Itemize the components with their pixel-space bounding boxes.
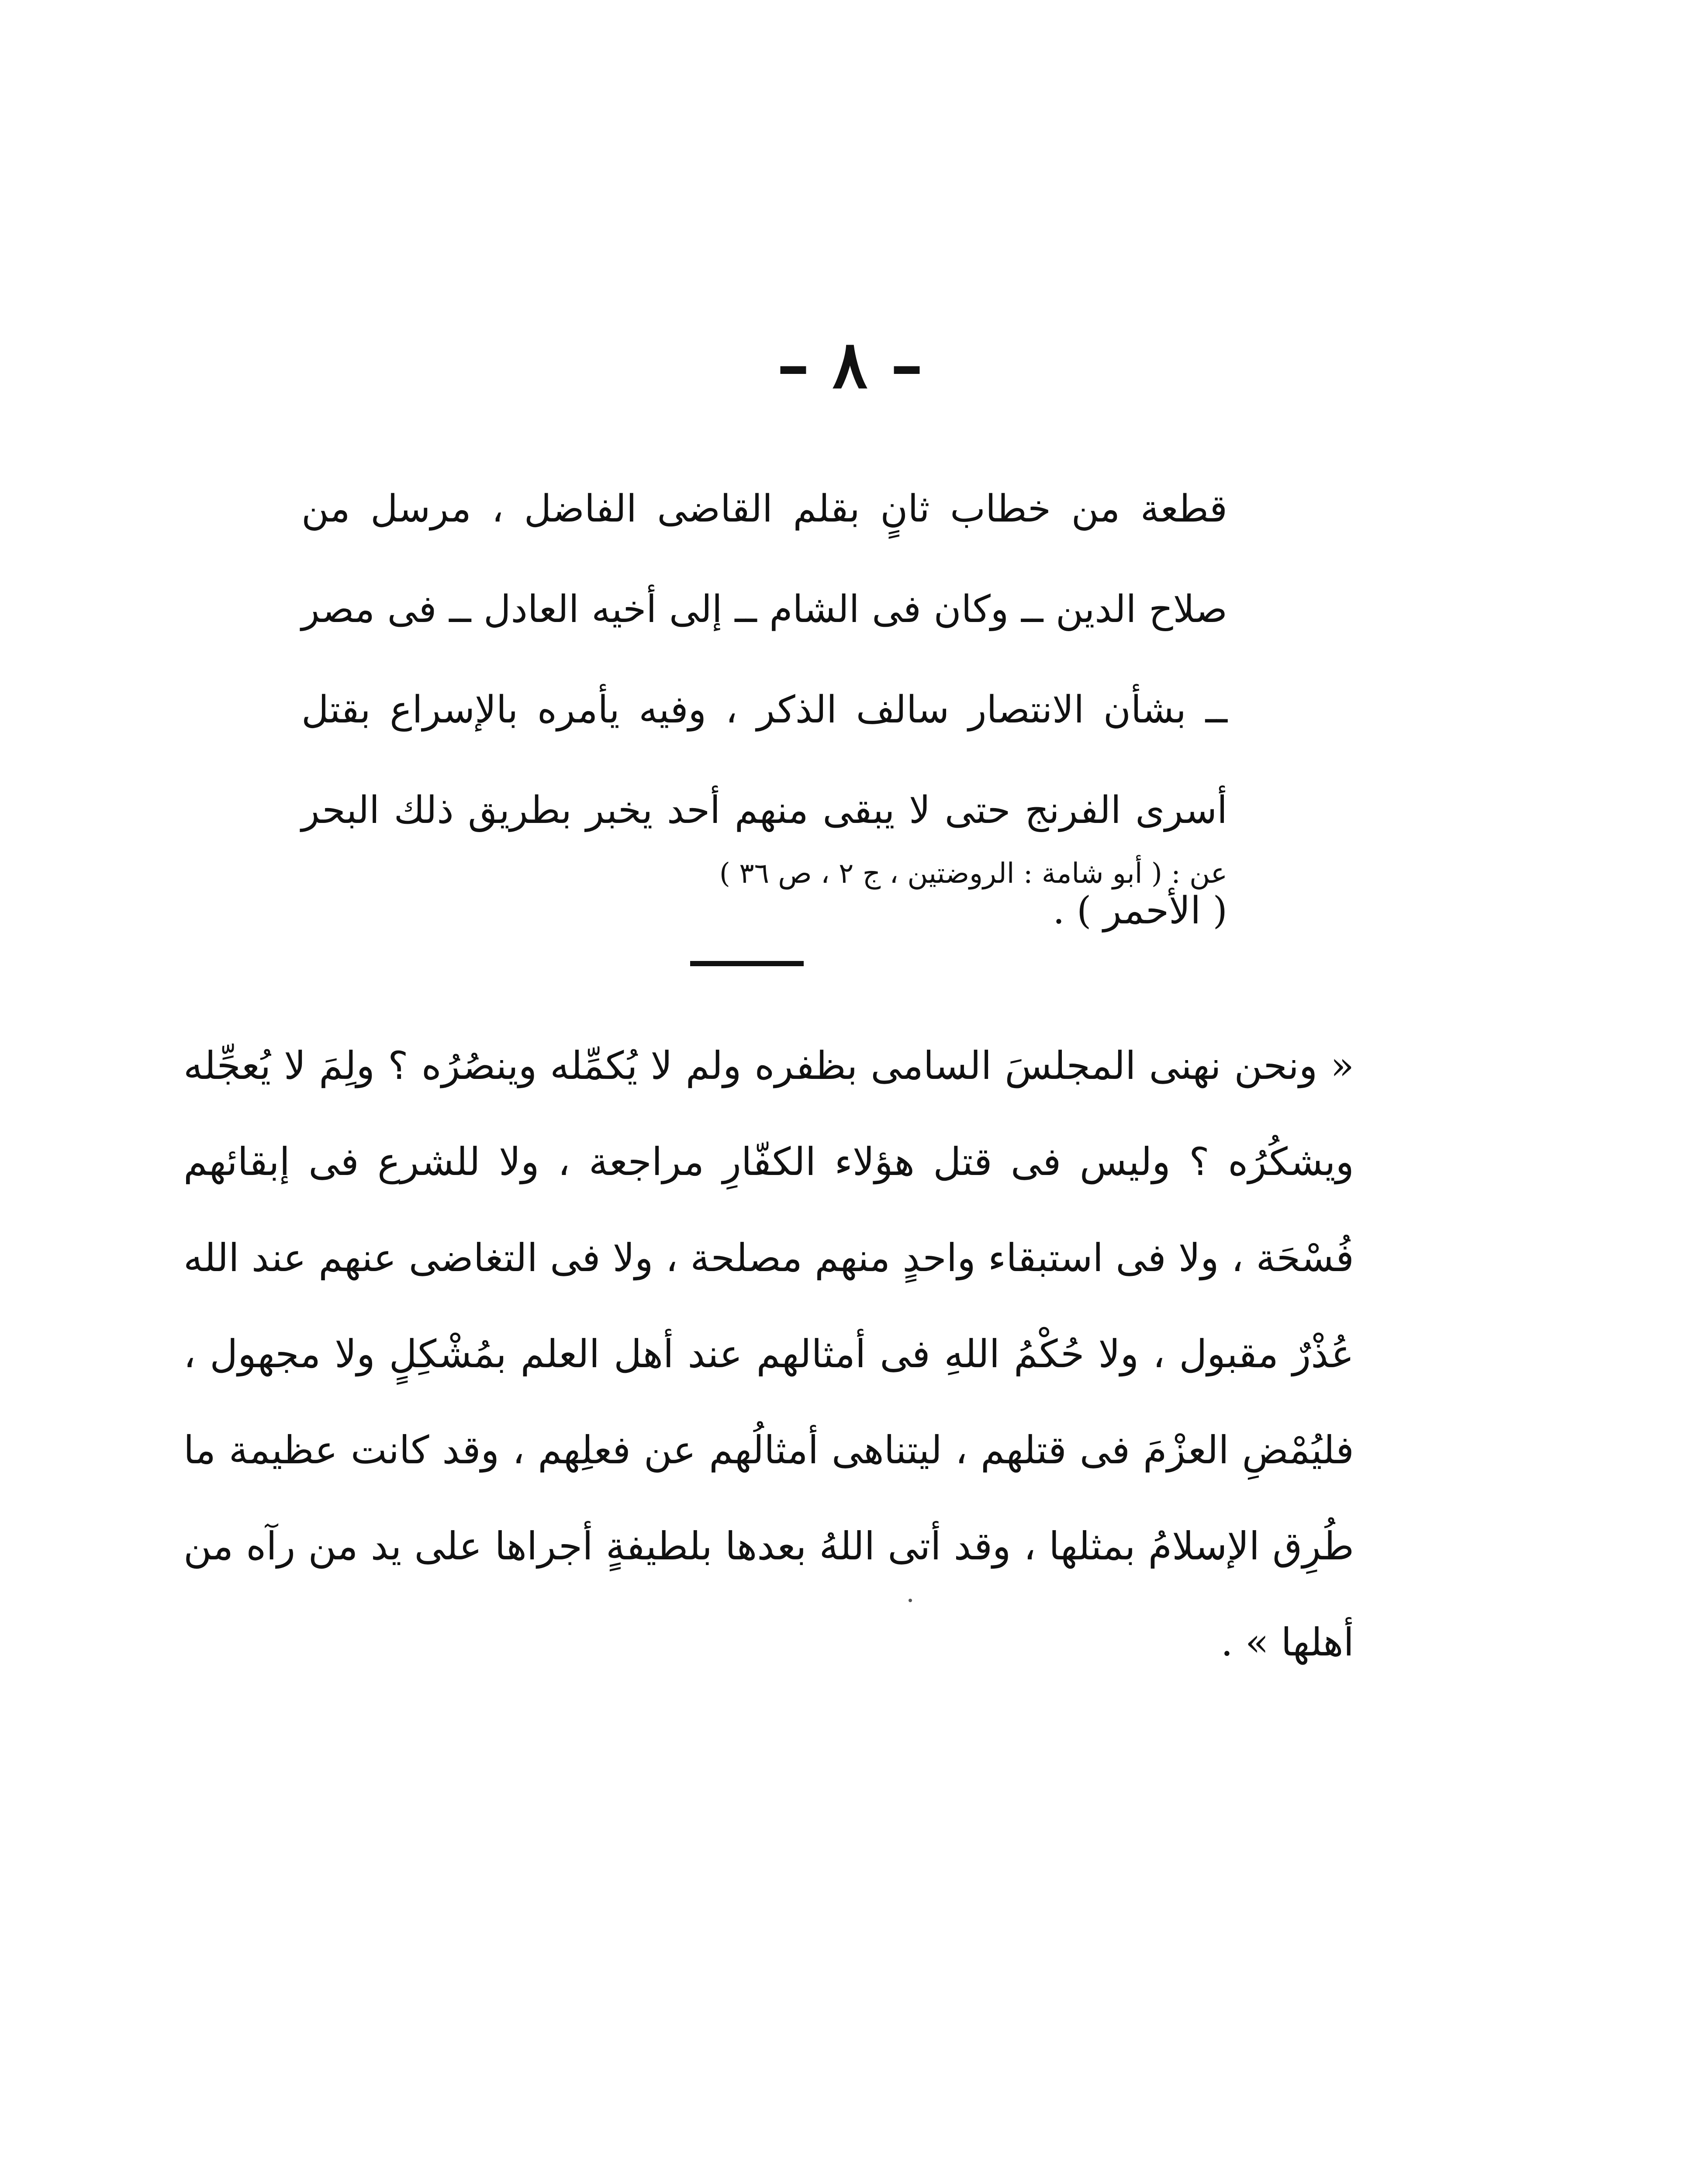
page-number: – ٨ – (777, 326, 923, 403)
quote-text: « ونحن نهنى المجلسَ السامى بظفره ولم لا يُكمِّله وينصُرُه ؟ ولِمَ لا يُعجِّله ويشكُرُه ؟ وليس فى قتل هؤلاء الكفّارِ مراجعة ، ولا للشرع فى إبقائهم فُسْحَة ، ولا فى استبقاء واحدٍ منهم مصلحة ، ولا فى التغاضى عنهم عند الله عُذْرٌ مقبول ، ولا حُكْمُ اللهِ فى أمثالهم عند أهل العلم بمُشْكِلٍ ولا مجهول ، فليُمْضِ العزْمَ فى قتلهم ، ليتناهى أمثالُهم عن فعلِهم ، وقد كانت عظيمة ما طُرِق الإسلامُ بمثلها ، وقد أتى اللهُ بعدها بلطيفةٍ أجراها على يد من رآه من أهلها » . (183, 1043, 1354, 1665)
section-divider (690, 961, 804, 966)
intro-text: قطعة من خطاب ثانٍ بقلم القاضى الفاضل ، مرسل من صلاح الدين ــ وكان فى الشام ــ إلى أخيه العادل ــ فى مصر ــ بشأن الانتصار سالف الذكر ، وفيه يأمره بالإسراع بقتل أسرى الفرنج حتى لا يبقى منهم أحد يخبر بطريق ذلك البحر ( الأحمر ) . (301, 487, 1227, 933)
scan-speck (909, 1599, 912, 1602)
quoted-letter (183, 1018, 1354, 1690)
source-citation: عن : ( أبو شامة : الروضتين ، ج ٢ ، ص ٣٦ ) (719, 857, 1227, 890)
